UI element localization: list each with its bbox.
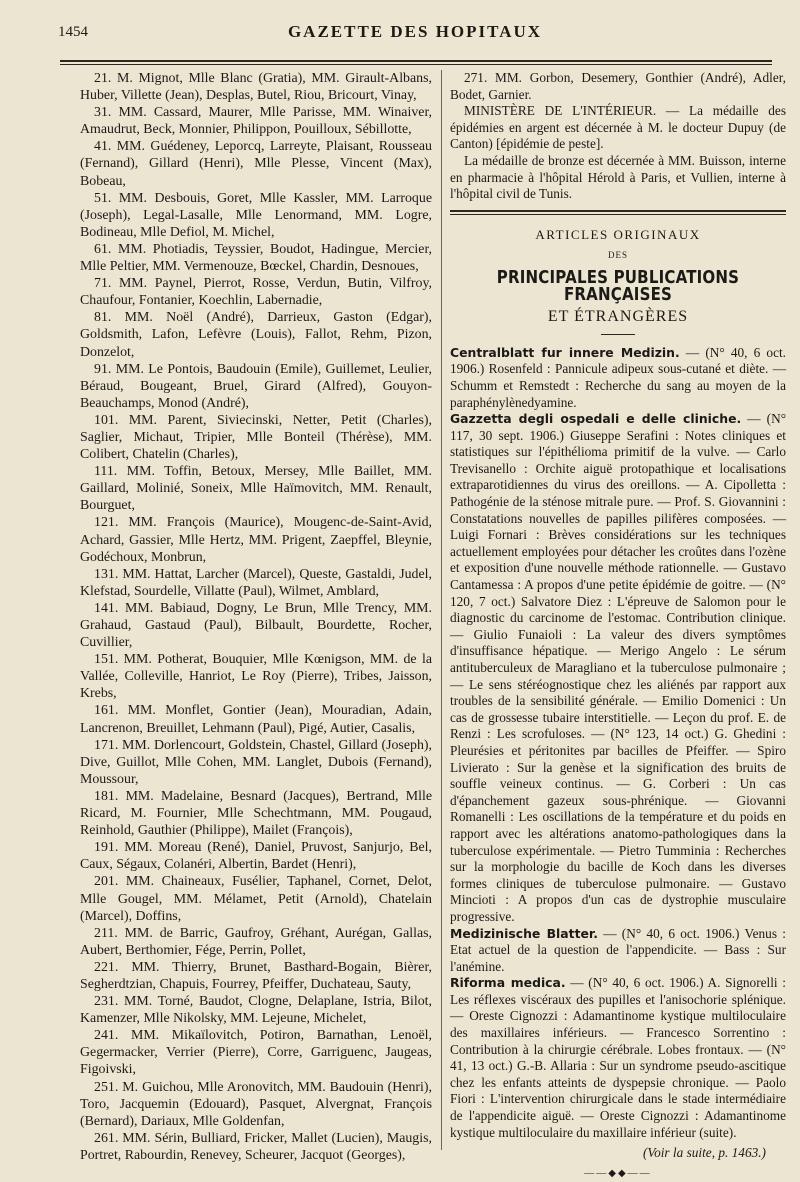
list-item: 221. MM. Thierry, Brunet, Basthard-Bogain, Bièrer, Segherdtzian, Chapuis, Fourrey, Pfeiffer, Duchateau, Sauty, — [80, 959, 432, 992]
journal-entry — [450, 926, 786, 976]
list-item: 261. MM. Sérin, Bulliard, Fricker, Mallet (Lucien), Maugis, Portret, Rabourdin, Renevey, Scheurer, Jacquot (Georges), — [80, 1130, 432, 1163]
journal-name: Medizinische Blatter. — [450, 925, 598, 941]
ministere-text: — La médaille des épidémies en argent est décernée à M. le docteur Dupuy (de Canton) [épidémie de peste]. — [450, 103, 786, 152]
journal-text: — (N° 40, 6 oct. 1906.) Venus : Etat actuel de la question de l'appendicite. — Bass : Sur l'anémine. — [450, 925, 786, 974]
list-item: 71. MM. Paynel, Pierrot, Rosse, Verdun, Butin, Vilfroy, Chaufour, Fontanier, Koechlin, Labernadie, — [80, 276, 432, 309]
bronze-paragraph: La médaille de bronze est décernée à MM. Buisson, interne en pharmacie à l'hôpital Hérold à Paris, et Vullien, interne à l'hôpital civil de Tunis. — [450, 152, 786, 202]
list-item: 91. MM. Le Pontois, Baudouin (Emile), Guillemet, Leulier, Béraud, Bougeant, Bruel, Girard (Alfred), Gouyon-Beauchamps, Monod (André), — [80, 361, 432, 411]
list-item: 121. MM. François (Maurice), Mougenc-de-Saint-Avid, Achard, Gassier, Mlle Hertz, MM. Prigent, Zaepffel, Bleynie, Godéchoux, Monbrun, — [80, 515, 432, 565]
list-item: 231. MM. Torné, Baudot, Clogne, Delaplane, Istria, Bilot, Kamenzer, Mlle Nikolsky, MM. Lejeune, Michelet, — [80, 994, 432, 1027]
journal-entry — [450, 411, 786, 925]
list-item: 201. MM. Chaineaux, Fusélier, Taphanel, Cornet, Delot, Mlle Gougel, MM. Mélamet, Petit (Arnold), Chatelain (Marcel), Doffins, — [80, 874, 432, 924]
list-item: 251. M. Guichou, Mlle Aronovitch, MM. Baudouin (Henri), Toro, Jacquemin (Edouard), Pasquet, Alvergnat, François (Bernard), Dariaux, Mlle Goldenfan, — [80, 1079, 432, 1129]
list-item: 31. MM. Cassard, Maurer, Mlle Parisse, MM. Winaiver, Amaudrut, Beck, Monnier, Philippon, Pouilloux, Sébillotte, — [80, 105, 432, 138]
page-title: GAZETTE DES HOPITAUX — [287, 22, 543, 41]
list-item: 61. MM. Photiadis, Teyssier, Boudot, Hadingue, Mercier, Mlle Peltier, MM. Vermenouze, Bœckel, Chardin, Desnoues, — [80, 241, 432, 275]
end-ornament: ——◆◆—— — [584, 1167, 652, 1179]
journal-entry — [450, 345, 786, 411]
continued-note: (Voir la suite, p. 1463.) — [643, 1145, 766, 1161]
list-item: 241. MM. Mikaïlovitch, Potiron, Barnathan, Lenoël, Gegermacker, Verrier (Pierre), Corre, Garriguenc, Jaugeas, Figoivski, — [80, 1028, 432, 1078]
list-item: 141. MM. Babiaud, Dogny, Le Brun, Mlle Trency, MM. Grahaud, Gastaud (Paul), Bilbault, Bourdette, Rocher, Cuvillier, — [80, 600, 432, 651]
ministere-paragraph — [450, 103, 786, 153]
list-item: 21. M. Mignot, Mlle Blanc (Gratia), MM. Girault-Albans, Huber, Villette (Jean), Desplas, Butel, Riou, Bricourt, Vinay, — [80, 71, 432, 104]
journal-text: — (N° 117, 30 sept. 1906.) Giuseppe Serafini : Notes cliniques et statistiques sur l'épithélioma primitif de la vulve. — Carlo Trevisanello : Orchite aiguë protopathique et localisations extraparotidiennes du virus des oreillons. — A. Cipolletta : Pathogénie de la sténose mitrale pure. — Prof. S. Giovannini : Constatations nouvelles de papilles pilifères composées. — Luigi Fornari : Brèves considérations sur les techniques actuellement employées pour détacher les croûtes dans l'ozène et exposition d'une nouvelle méthode rationnelle. — Gustavo Cantamessa : A propos d'une petite épidémie de goitre. — (N° 120, 7 oct.) Salvatore Diez : L'épreuve de Salomon pour le diagnostic du carcinome de l'estomac. Contribution clinique. — Giulio Funaioli : La valeur des divers symptômes d'insuffisance hépatique. — Merigo Angelo : Le sérum antituberculeux de Maragliano et la tuberculose pulmonaire ; — Le sens stéréognostique chez les aliénés par rapport aux troubles de la sensibilité générale. — Emilio Domenici : Un cas de grossesse tubaire interstitielle. — Leçon du prof. E. de Renzi : Les scrofuloses. — (N° 123, 14 oct.) G. Ghedini : Pleurésies et péritonites par bacilles de Pfeiffer. — Spiro Livierato : Sur la genèse et la signification des bruits de souffle veineux continus. — G. Corberi : Un cas d'épanchement gazeux sous-phrénique. — Giovanni Romanelli : Les oscillations de la température et du poids en rapport avec les altérations anatomo-pathologiques dans la tuberculose expérimentale. — Pietro Tumminia : Recherches sur la morphologie du bacille de Koch dans les diverses formes cliniques de tuberculose pulmonaire. — Gustavo Mincioti : A propos d'un cas de dystrophie musculaire progressive. — [450, 411, 787, 924]
list-item: 41. MM. Guédeney, Leporcq, Larreyte, Plaisant, Rousseau (Fernand), Gillard (Henri), Mlle Plesse, Vincent (Max), Bobeau, — [80, 139, 432, 189]
list-item: 101. MM. Parent, Siviecinski, Netter, Petit (Charles), Saglier, Michaut, Tripier, Mlle Bonteil (Thérèse), MM. Colibert, Chatelin (Charles), — [80, 412, 432, 463]
page-number: 1454 — [58, 24, 88, 40]
journal-name: Gazzetta degli ospedali e delle cliniche. — [450, 411, 742, 427]
journal-text: — (N° 40, 6 oct. 1906.) A. Signorelli : Les réflexes viscéraux des pupilles et l'anisochorie splénique. — Oreste Cignozzi : Adamantinome kystique multiloculaire des maxillaires inférieurs. — Francesco Sorrentino : Contribution à la chirurgie cérébrale. Lobes frontaux. — (N° 41, 13 oct.) G.-B. Allaria : Sur un syndrome pseudo-ascitique chez les enfants atteints de dyspepsie chronique. — Paolo Fiori : L'intervention chirurgicale dans le stade intermédiaire de l'appendicite aiguë. — Oreste Cignozzi : Adamantinome kystique multiloculaire du maxillaire inférieur (suite). — [450, 975, 786, 1140]
header-rule — [60, 60, 772, 62]
list-item: 271. MM. Gorbon, Desemery, Gonthier (André), Adler, Bodet, Garnier. — [450, 70, 786, 102]
journal-text: — (N° 40, 6 oct. 1906.) Rosenfeld : Pannicule adipeux sous-cutané et diète. — Schumm et Remstedt : Recherche du sang au moyen de la paraphénylènedyamine. — [450, 344, 786, 410]
list-item: 171. MM. Dorlencourt, Goldstein, Chastel, Gillard (Joseph), Dive, Guillot, Mlle Cohen, MM. Langlet, Dubois (Fernand), Moussour, — [80, 737, 432, 787]
list-item: 81. MM. Noël (André), Darrieux, Gaston (Edgar), Goldsmith, Lafon, Lefèvre (Louis), Fallot, Rehm, Pizon, Donzelot, — [80, 310, 432, 360]
list-item: 151. MM. Potherat, Bouquier, Mlle Kœnigson, MM. de la Vallée, Colleville, Hanriot, Le Roy (Pierre), Tribes, Jaisson, Krebs, — [80, 652, 432, 702]
list-item: 211. MM. de Barric, Gaufroy, Gréhant, Aurégan, Gallas, Aubert, Berthomier, Fége, Perrin, Pollet, — [80, 925, 432, 958]
list-item: 111. MM. Toffin, Betoux, Mersey, Mlle Baillet, MM. Gaillard, Molinié, Soneix, Mlle Haïmovitch, MM. Renault, Bourguet, — [80, 464, 432, 514]
column-divider — [441, 70, 442, 1150]
section-sub-title: ET ÉTRANGÈRES — [547, 308, 689, 326]
left-column — [80, 70, 432, 1164]
journal-name: Riforma medica. — [450, 975, 566, 991]
short-rule — [601, 334, 635, 335]
section-main-title: PRINCIPALES PUBLICATIONS FRANÇAISES — [496, 267, 740, 305]
right-column — [450, 70, 786, 1182]
header-rule-thin — [60, 64, 772, 65]
list-item: 131. MM. Hattat, Larcher (Marcel), Queste, Gastaldi, Judel, Klefstad, Sourdelle, Villatte (Paul), Wilmet, Amblard, — [80, 566, 432, 599]
section-rule-thin — [450, 214, 786, 215]
journal-name: Centralblatt fur innere Medizin. — [450, 344, 680, 360]
list-item: 181. MM. Madelaine, Besnard (Jacques), Bertrand, Mlle Ricard, M. Fournier, Mlle Schechtmann, MM. Pougaud, Reinhold, Gauthier (Philippe), Mailet (François), — [80, 788, 432, 839]
section-heading: ARTICLES ORIGINAUX — [535, 226, 701, 242]
journal-entry — [450, 975, 786, 1141]
list-item: 161. MM. Monflet, Gontier (Jean), Mouradian, Adain, Lancrenon, Breuillet, Lehmann (Paul), Pigé, Autier, Casalis, — [80, 703, 432, 736]
list-item: 51. MM. Desbouis, Goret, Mlle Kassler, MM. Larroque (Joseph), Legal-Lasalle, Mlle Lenormand, MM. Logre, Bodineau, Mlle Defiol, M. Michel, — [80, 190, 432, 240]
ministere-label: MINISTÈRE DE L'INTÉRIEUR. — [464, 103, 657, 119]
section-des: DES — [607, 250, 628, 261]
list-item: 191. MM. Moreau (René), Daniel, Pruvost, Sanjurjo, Bel, Caux, Ségaux, Colanéri, Albertin, Bardet (Henri), — [80, 840, 432, 873]
section-rule — [450, 210, 786, 212]
page-header — [58, 14, 772, 54]
